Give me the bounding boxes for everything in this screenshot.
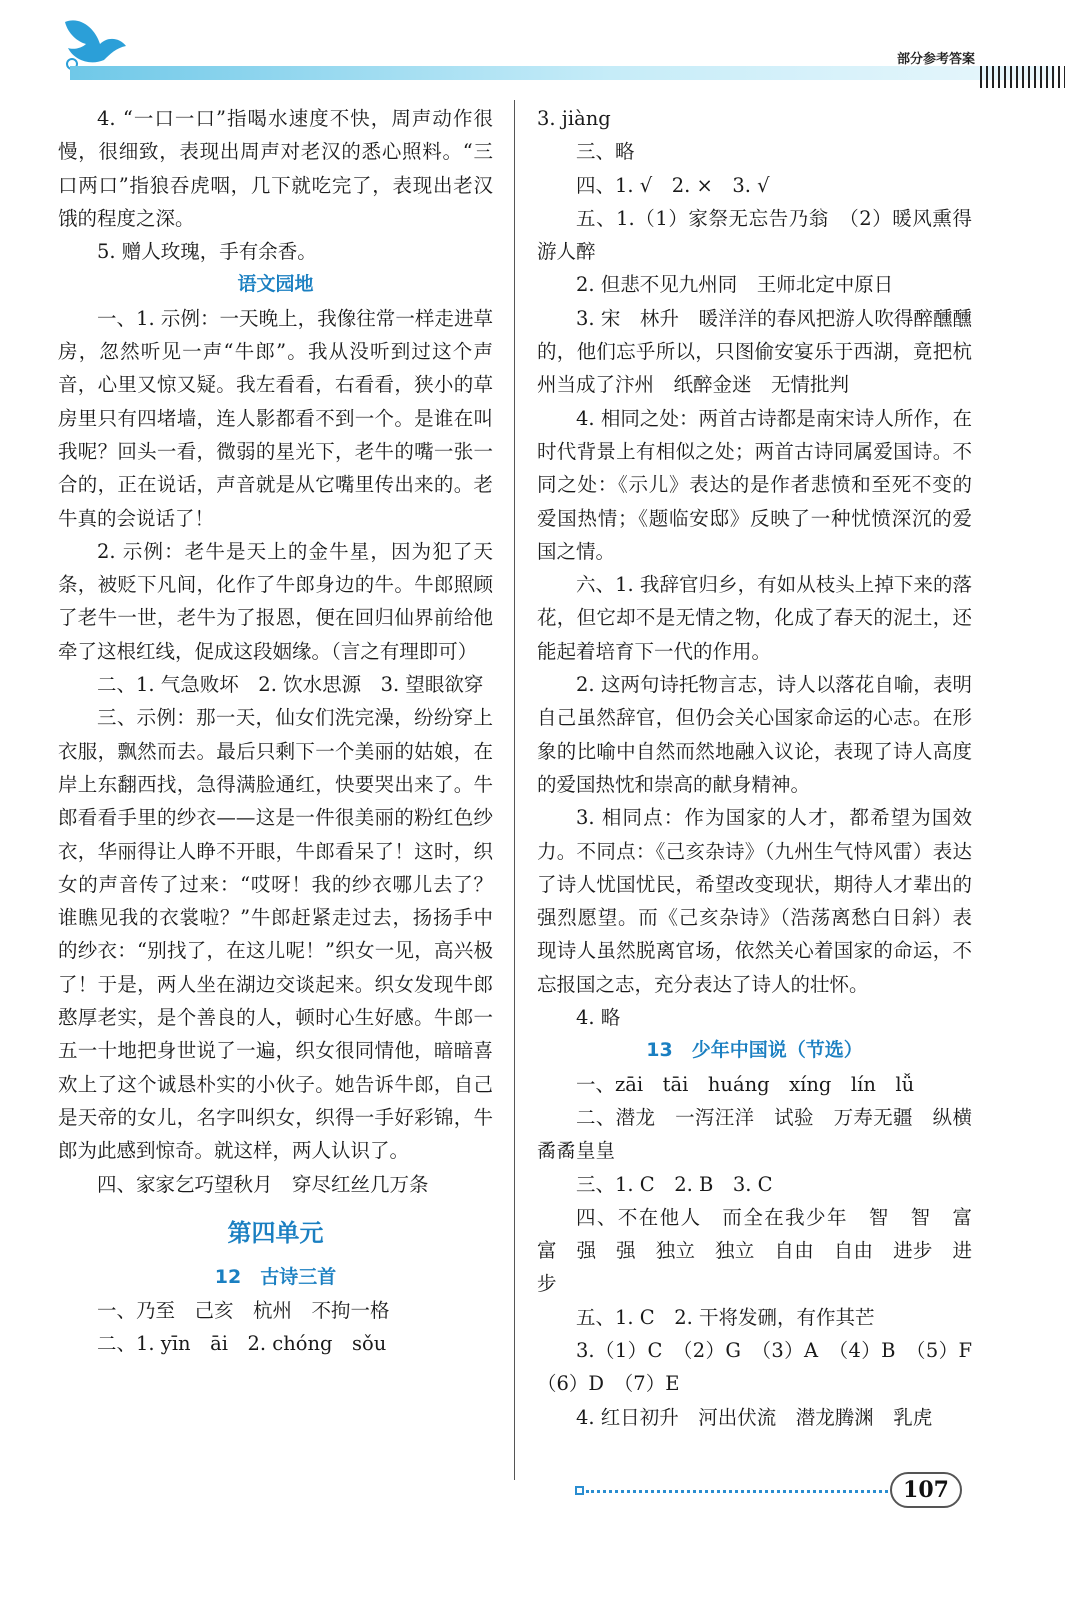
answer-paragraph: 六、1. 我辞官归乡，有如从枝头上掉下来的落花，但它却不是无情之物，化成了春天的泥土，还能起着培育下一代的作用。 bbox=[537, 573, 972, 663]
answer-paragraph: 五、1.（1）家祭无忘告乃翁 （2）暖风熏得游人醉 bbox=[537, 206, 972, 264]
answer-paragraph: 5. 赠人玫瑰，手有余香。 bbox=[97, 240, 317, 264]
answer-paragraph: 四、1. √ 2. × 3. √ bbox=[576, 173, 770, 197]
answer-paragraph: 四、家家乞巧望秋月 穿尽红丝几万条 bbox=[97, 1172, 429, 1196]
page-header bbox=[0, 0, 1085, 90]
answer-paragraph: 一、1. 示例：一天晚上，我像往常一样走进草房，忽然听见一声“牛郎”。我从没听到过这个声音，心里又惊又疑。我左看看，右看看，狭小的草房里只有四堵墙，连人影都看不到一个。是谁在叫我呢？回头一看，微弱的星光下，老牛的嘴一张一合的，正在说话，声音就是从它嘴里传出来的。老牛真的会说话了！ bbox=[58, 306, 493, 530]
header-label: 部分参考答案 bbox=[896, 52, 975, 67]
answer-paragraph: 3. 宋 林升 暖洋洋的春风把游人吹得醉醺醺的，他们忘乎所以，只图偷安宴乐于西湖，竟把杭州当成了汴州 纸醉金迷 无情批判 bbox=[537, 306, 972, 397]
answer-paragraph: 2. 示例：老牛是天上的金牛星，因为犯了天条，被贬下凡间，化作了牛郎身边的牛。牛郎照顾了老牛一世，老牛为了报恩，便在回归仙界前给他牵了这根红线，促成这段姻缘。（言之有理即可） bbox=[58, 539, 493, 663]
bird-logo-icon bbox=[60, 14, 130, 74]
answer-paragraph: 三、1. C 2. B 3. C bbox=[576, 1172, 773, 1196]
footer-dotted-line bbox=[586, 1490, 888, 1493]
answer-paragraph: 4. 相同之处：两首古诗都是南宋诗人所作，在时代背景上有相似之处；两首古诗同属爱国诗。不同之处：《示儿》表达的是作者悲愤和至死不变的爱国热情；《题临安邸》反映了一种忧愤深沉的爱国之情。 bbox=[537, 406, 972, 563]
answer-paragraph: 五、1. C 2. 干将发硎，有作其芒 bbox=[576, 1305, 875, 1329]
answer-paragraph: 4. 红日初升 河出伏流 潜龙腾渊 乳虎 bbox=[576, 1405, 933, 1429]
page-number: 107 bbox=[890, 1472, 962, 1508]
answer-paragraph: 3. jiàng bbox=[537, 107, 611, 130]
header-bar bbox=[70, 66, 1055, 80]
answer-paragraph: 二、1. 气急败坏 2. 饮水思源 3. 望眼欲穿 bbox=[97, 673, 484, 697]
answer-paragraph: 4. 略 bbox=[576, 1006, 621, 1030]
answer-paragraph: 一、zāi tāi huáng xíng lín lǚ bbox=[576, 1072, 915, 1096]
header-tick-marks bbox=[980, 66, 1065, 88]
unit-heading: 第四单元 bbox=[227, 1218, 324, 1247]
section-heading: 语文园地 bbox=[237, 273, 314, 296]
section-heading: 12 古诗三首 bbox=[214, 1265, 337, 1288]
answer-paragraph: 三、示例：那一天，仙女们洗完澡，纷纷穿上衣服，飘然而去。最后只剩下一个美丽的姑娘，在岸上东翻西找，急得满脸通红，快要哭出来了。牛郎看看手里的纱衣——这是一件很美丽的粉红色纱衣，华丽得让人睁不开眼，牛郎看呆了！这时，织女的声音传了过来：“哎呀！我的纱衣哪儿去了？谁瞧见我的衣裳啦？”牛郎赶紧走过去，扬扬手中的纱衣：“别找了，在这儿呢！”织女一见，高兴极了！于是，两人坐在湖边交谈起来。织女发现牛郎憨厚老实，是个善良的人，顿时心生好感。牛郎一五一十地把身世说了一遍，织女很同情他，暗暗喜欢上了这个诚恳朴实的小伙子。她告诉牛郎，自己是天帝的女儿，名字叫织女，织得一手好彩锦，牛郎为此感到惊奇。就这样，两人认识了。 bbox=[58, 706, 493, 1163]
answer-paragraph: 二、潜龙 一泻汪洋 试验 万寿无疆 纵横 矞矞皇皇 bbox=[537, 1105, 992, 1163]
right-column bbox=[537, 102, 992, 1434]
answer-paragraph: 2. 但悲不见九州同 王师北定中原日 bbox=[576, 273, 894, 297]
footer-square-icon bbox=[575, 1486, 584, 1495]
section-heading: 13 少年中国说（节选） bbox=[646, 1039, 863, 1062]
answer-paragraph: 2. 这两句诗托物言志，诗人以落花自喻，表明自己虽然辞官，但仍会关心国家命运的心志。在形象的比喻中自然而然地融入议论，表现了诗人高度的爱国热忱和崇高的献身精神。 bbox=[537, 673, 972, 796]
column-divider bbox=[514, 100, 515, 1480]
answer-paragraph: 3. 相同点：作为国家的人才，都希望为国效力。不同点：《己亥杂诗》（九州生气恃风雷）表达了诗人忧国忧民，希望改变现状，期待人才辈出的强烈愿望。而《己亥杂诗》（浩荡离愁白日斜）表现诗人虽然脱离官场，依然关心着国家的命运，不忘报国之志，充分表达了诗人的壮怀。 bbox=[537, 806, 972, 996]
answer-paragraph: 4. “一口一口”指喝水速度不快，周声动作很慢，很细致，表现出周声对老汉的悉心照料。“三口两口”指狼吞虎咽，几下就吃完了，表现出老汉饿的程度之深。 bbox=[58, 107, 493, 230]
answer-paragraph: 三、略 bbox=[576, 140, 635, 164]
answer-paragraph: 3.（1）C （2）G （3）A （4）B （5）F （6）D （7）E bbox=[537, 1338, 992, 1396]
answer-paragraph: 四、不在他人 而全在我少年 智 智 富 富 强 强 独立 独立 自由 自由 进步 进步 bbox=[537, 1205, 992, 1296]
answer-paragraph: 二、1. yīn āi 2. chóng sǒu bbox=[97, 1332, 387, 1356]
left-column bbox=[58, 102, 493, 1361]
answer-paragraph: 一、乃至 己亥 杭州 不拘一格 bbox=[97, 1299, 390, 1323]
